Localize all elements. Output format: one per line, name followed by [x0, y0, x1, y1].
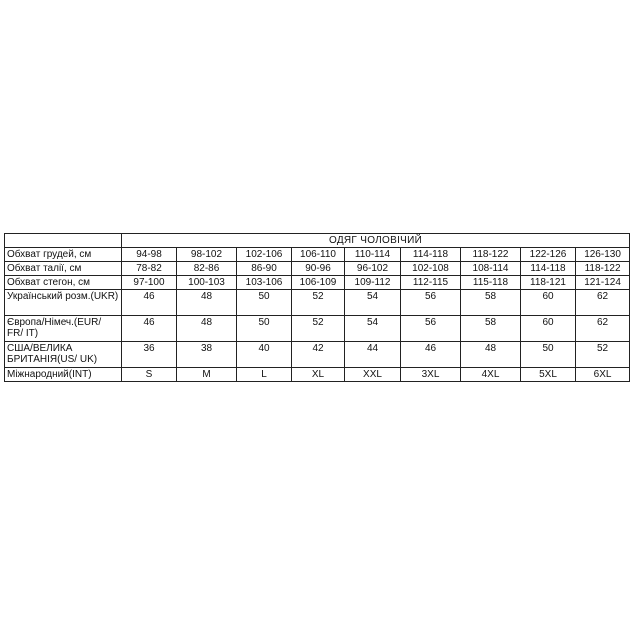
- table-cell: 118-121: [521, 276, 576, 290]
- table-cell: 56: [401, 290, 461, 316]
- table-cell: 3XL: [401, 368, 461, 382]
- table-cell: 38: [177, 342, 237, 368]
- table-cell: 50: [237, 316, 292, 342]
- table-cell: 108-114: [461, 262, 521, 276]
- table-cell: 122-126: [521, 248, 576, 262]
- table-cell: 86-90: [237, 262, 292, 276]
- table-cell: M: [177, 368, 237, 382]
- table-cell: XXL: [345, 368, 401, 382]
- men-size-chart-table: [4, 233, 630, 382]
- table-cell: 52: [292, 290, 345, 316]
- table-cell: 44: [345, 342, 401, 368]
- table-cell: XL: [292, 368, 345, 382]
- table-cell: 52: [292, 316, 345, 342]
- table-cell: 4XL: [461, 368, 521, 382]
- table-cell: 121-124: [576, 276, 630, 290]
- table-cell: 102-108: [401, 262, 461, 276]
- table-cell: 100-103: [177, 276, 237, 290]
- table-cell: 110-114: [345, 248, 401, 262]
- table-cell: 36: [122, 342, 177, 368]
- table-cell: 54: [345, 316, 401, 342]
- table-cell: 60: [521, 316, 576, 342]
- table-cell: 96-102: [345, 262, 401, 276]
- table-cell: 106-110: [292, 248, 345, 262]
- table-cell: 48: [461, 342, 521, 368]
- table-cell: 48: [177, 316, 237, 342]
- table-cell: 109-112: [345, 276, 401, 290]
- table-row-waist: [5, 262, 630, 276]
- table-cell: 97-100: [122, 276, 177, 290]
- table-cell: 82-86: [177, 262, 237, 276]
- table-cell: 50: [521, 342, 576, 368]
- table-row-int: [5, 368, 630, 382]
- table-title: ОДЯГ ЧОЛОВІЧИЙ: [122, 234, 630, 248]
- table-cell: 112-115: [401, 276, 461, 290]
- empty-corner-cell: [5, 234, 122, 248]
- table-cell: 98-102: [177, 248, 237, 262]
- table-cell: 114-118: [521, 262, 576, 276]
- row-label: Український розм.(UKR): [5, 290, 122, 316]
- table-row-ukr: [5, 290, 630, 316]
- table-cell: 60: [521, 290, 576, 316]
- table-cell: 78-82: [122, 262, 177, 276]
- table-cell: 118-122: [576, 262, 630, 276]
- table-cell: 62: [576, 316, 630, 342]
- table-cell: 46: [401, 342, 461, 368]
- table-row-chest: [5, 248, 630, 262]
- table-cell: 46: [122, 290, 177, 316]
- table-cell: 40: [237, 342, 292, 368]
- table-cell: 118-122: [461, 248, 521, 262]
- table-row-eur: [5, 316, 630, 342]
- table-cell: 106-109: [292, 276, 345, 290]
- table-cell: 54: [345, 290, 401, 316]
- table-cell: 114-118: [401, 248, 461, 262]
- table-cell: L: [237, 368, 292, 382]
- table-cell: 50: [237, 290, 292, 316]
- table-cell: 62: [576, 290, 630, 316]
- table-cell: 58: [461, 316, 521, 342]
- row-label: Європа/Німеч.(EUR/ FR/ IT): [5, 316, 122, 342]
- table-cell: 5XL: [521, 368, 576, 382]
- row-label: Обхват стегон, см: [5, 276, 122, 290]
- table-cell: 58: [461, 290, 521, 316]
- table-cell: 90-96: [292, 262, 345, 276]
- table-row-hips: [5, 276, 630, 290]
- table-cell: 48: [177, 290, 237, 316]
- table-cell: 102-106: [237, 248, 292, 262]
- table-cell: 126-130: [576, 248, 630, 262]
- table-cell: 6XL: [576, 368, 630, 382]
- title-row: [5, 234, 630, 248]
- row-label: Обхват грудей, см: [5, 248, 122, 262]
- table-cell: 42: [292, 342, 345, 368]
- table-cell: 56: [401, 316, 461, 342]
- row-label: США/ВЕЛИКА БРИТАНІЯ(US/ UK): [5, 342, 122, 368]
- table-cell: 46: [122, 316, 177, 342]
- table-row-us-uk: [5, 342, 630, 368]
- row-label: Обхват талії, см: [5, 262, 122, 276]
- table-cell: 115-118: [461, 276, 521, 290]
- table-cell: 103-106: [237, 276, 292, 290]
- table-cell: S: [122, 368, 177, 382]
- table-cell: 94-98: [122, 248, 177, 262]
- table-cell: 52: [576, 342, 630, 368]
- row-label: Міжнародний(INT): [5, 368, 122, 382]
